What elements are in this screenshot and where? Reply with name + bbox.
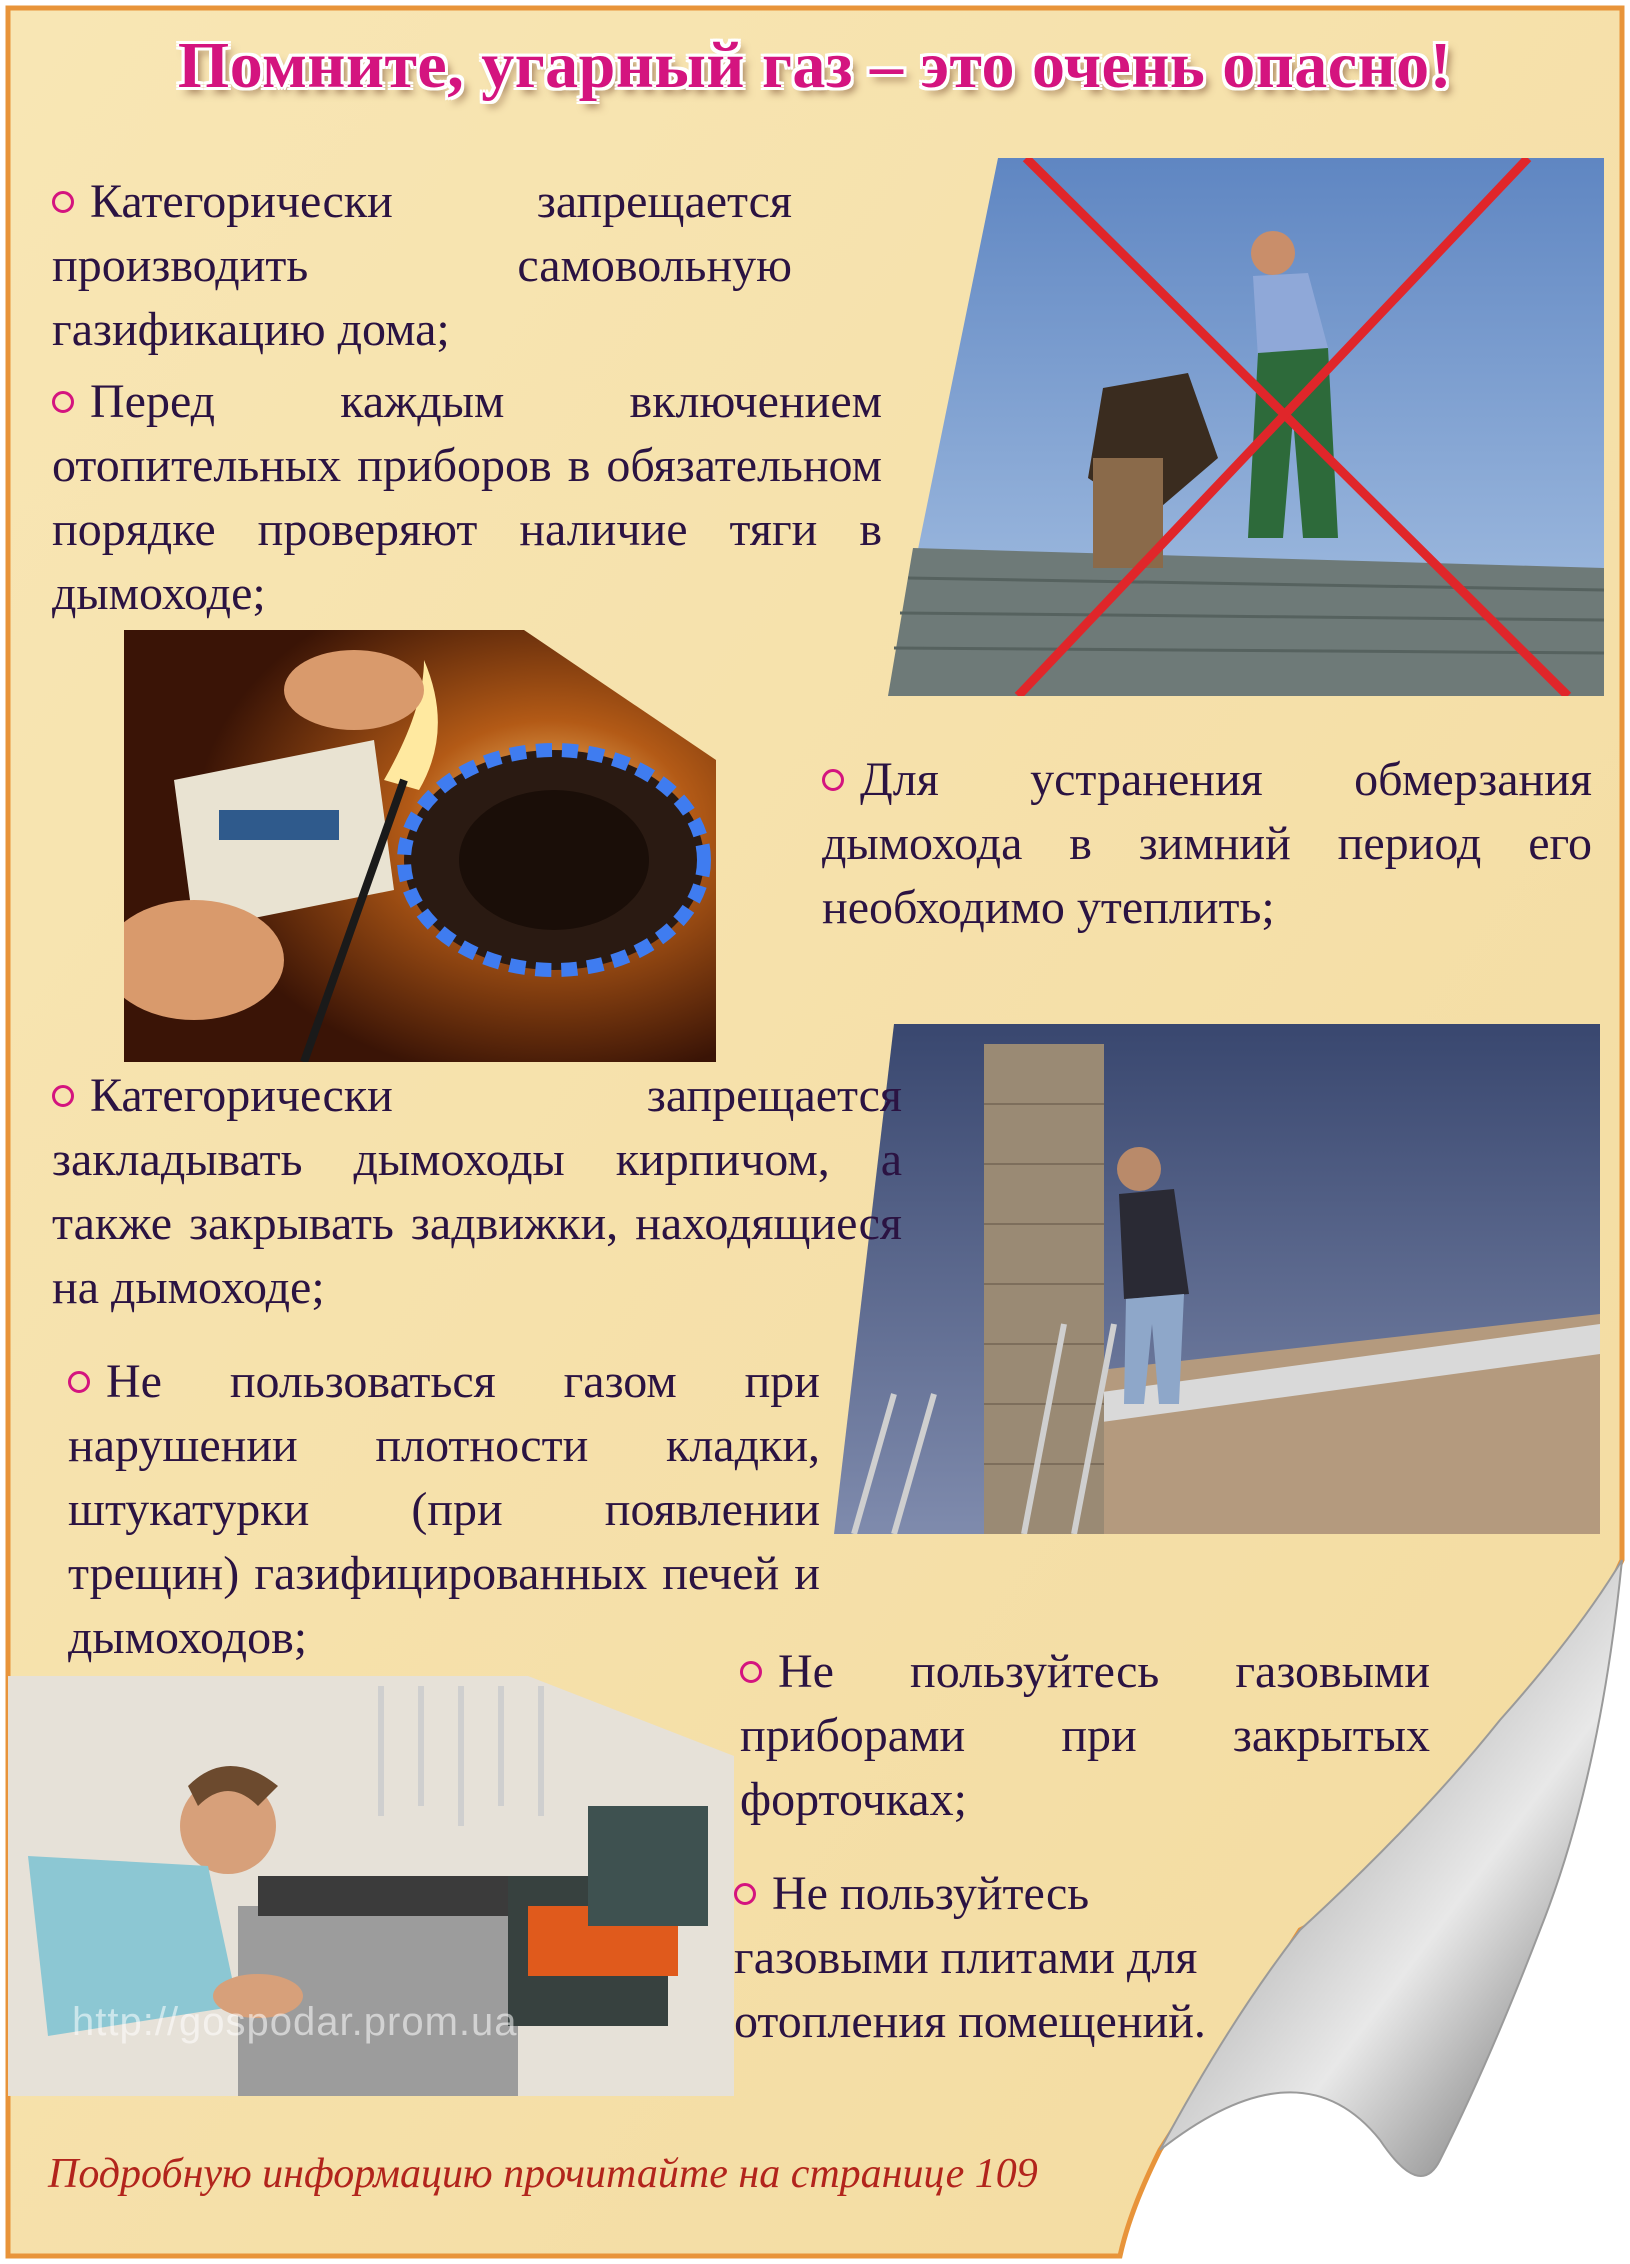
bullet-icon <box>822 769 844 791</box>
footer-note: Подробную информацию прочитайте на странице 109 <box>48 2151 1038 2197</box>
poster-title: Помните, угарный газ – это очень опасно! <box>177 29 1453 102</box>
roof-photo-crossed <box>888 158 1604 696</box>
bullet-icon <box>734 1883 756 1905</box>
bullet-icon <box>52 191 74 213</box>
list-item: Не пользуйтесь газовыми приборами при закрытых форточках; <box>740 1645 1430 1826</box>
list-item: Для устранения обмерзания дымохода в зимний период его необходимо утеплить; <box>822 753 1592 934</box>
list-item: Перед каждым включением отопительных приборов в обязательном порядке проверяют наличие тяги в дымоходе; <box>52 375 882 620</box>
bullet-icon <box>68 1371 90 1393</box>
bullet-icon <box>52 391 74 413</box>
watermark: http://gospodar.prom.ua <box>72 2000 518 2044</box>
bullet-icon <box>740 1661 762 1683</box>
bullet-icon <box>52 1085 74 1107</box>
list-item: Не пользуйтесь газовыми плитами для отопления помещений. <box>734 1867 1206 2048</box>
list-item: Не пользоваться газом при нарушении плотности кладки, штукатурки (при появлении трещин) газифицированных печей и дымоходов; <box>68 1355 820 1664</box>
list-item: Категорически запрещается закладывать дымоходы кирпичом, а также закрывать задвижки, находящиеся на дымоходе; <box>52 1069 902 1314</box>
gas-burner-photo <box>124 630 716 1062</box>
list-item: Категорически запрещается производить самовольную газификацию дома; <box>52 175 792 356</box>
chimney-photo <box>834 1024 1600 1534</box>
